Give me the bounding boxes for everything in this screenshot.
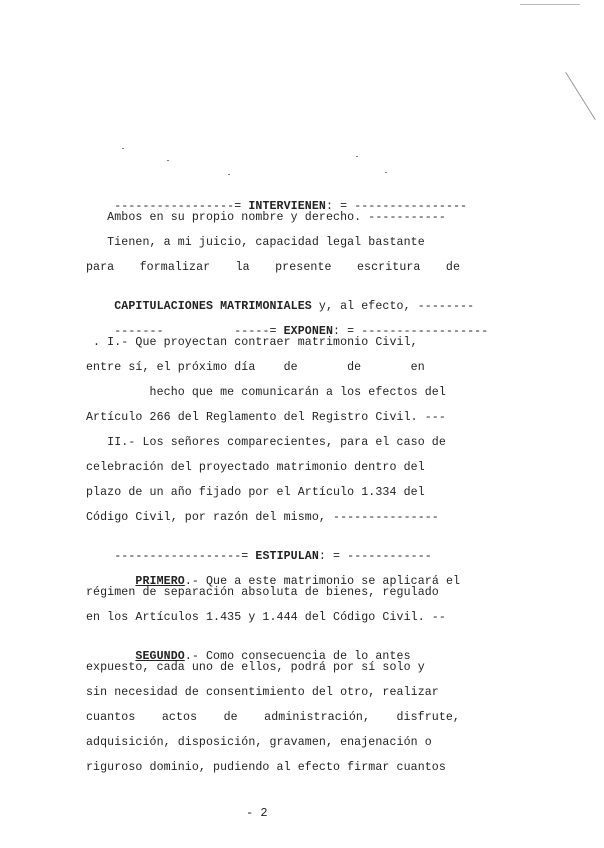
body-line: adquisición, disposición, gravamen, enajenación o [86,736,432,749]
body-line: en los Artículos 1.435 y 1.444 del Código Civil. -- [86,611,446,624]
capitulaciones-label: CAPITULACIONES MATRIMONIALES [114,300,312,313]
body-line: hecho que me comunicarán a los efectos del [86,386,446,399]
heading-intervienen-label: INTERVIENEN [248,200,326,213]
body-line: expuesto, cada uno de ellos, podrá por sí solo y [86,661,425,674]
body-line: riguroso dominio, pudiendo al efecto firmar cuantos [86,761,446,774]
scan-speck [122,148,124,149]
body-line: Ambos en su propio nombre y derecho. ----------- [86,211,446,224]
heading-intervienen: -----------------= INTERVIENEN: = ---------------- [114,200,468,213]
scan-speck [520,4,580,5]
body-line: régimen de separación absoluta de bienes, regulado [86,586,439,599]
primero-label: PRIMERO [135,575,185,588]
clause-segundo: SEGUNDO.- Como consecuencia de lo antes [135,650,411,663]
body-line: para formalizar la presente escritura de [86,261,460,274]
body-line: Artículo 266 del Reglamento del Registro Civil. --- [86,411,446,424]
heading-estipulan: ------------------= ESTIPULAN: = ------------ [114,550,432,563]
body-line: plazo de un año fijado por el Artículo 1.334 del [86,486,425,499]
segundo-label: SEGUNDO [135,650,185,663]
body-line: cuantos actos de administración, disfrute, [86,711,460,724]
body-line: sin necesidad de consentimiento del otro, realizar [86,686,439,699]
clause-primero: PRIMERO.- Que a este matrimonio se aplicará el [135,575,461,588]
margin-scratch [565,72,596,120]
body-line: Tienen, a mi juicio, capacidad legal bastante [86,236,425,249]
body-line: . I.- Que proyectan contraer matrimonio Civil, [86,336,418,349]
body-line: celebración del proyectado matrimonio dentro del [86,461,425,474]
scan-speck [356,156,358,157]
heading-estipulan-label: ESTIPULAN [255,550,319,563]
body-line-capitulaciones: CAPITULACIONES MATRIMONIALES y, al efecto, -------- [114,300,475,313]
heading-exponen: ------- -----= EXPONEN: = ------------------ [114,325,489,338]
body-line: entre sí, el próximo día de de en [86,361,425,374]
page-number: - 2 [246,806,268,820]
scan-speck [167,160,169,161]
heading-exponen-label: EXPONEN [283,325,334,338]
body-line: II.- Los señores comparecientes, para el caso de [86,436,446,449]
scan-speck [228,174,230,175]
scan-speck [385,172,387,173]
body-line: Código Civil, por razón del mismo, --------------- [86,511,439,524]
